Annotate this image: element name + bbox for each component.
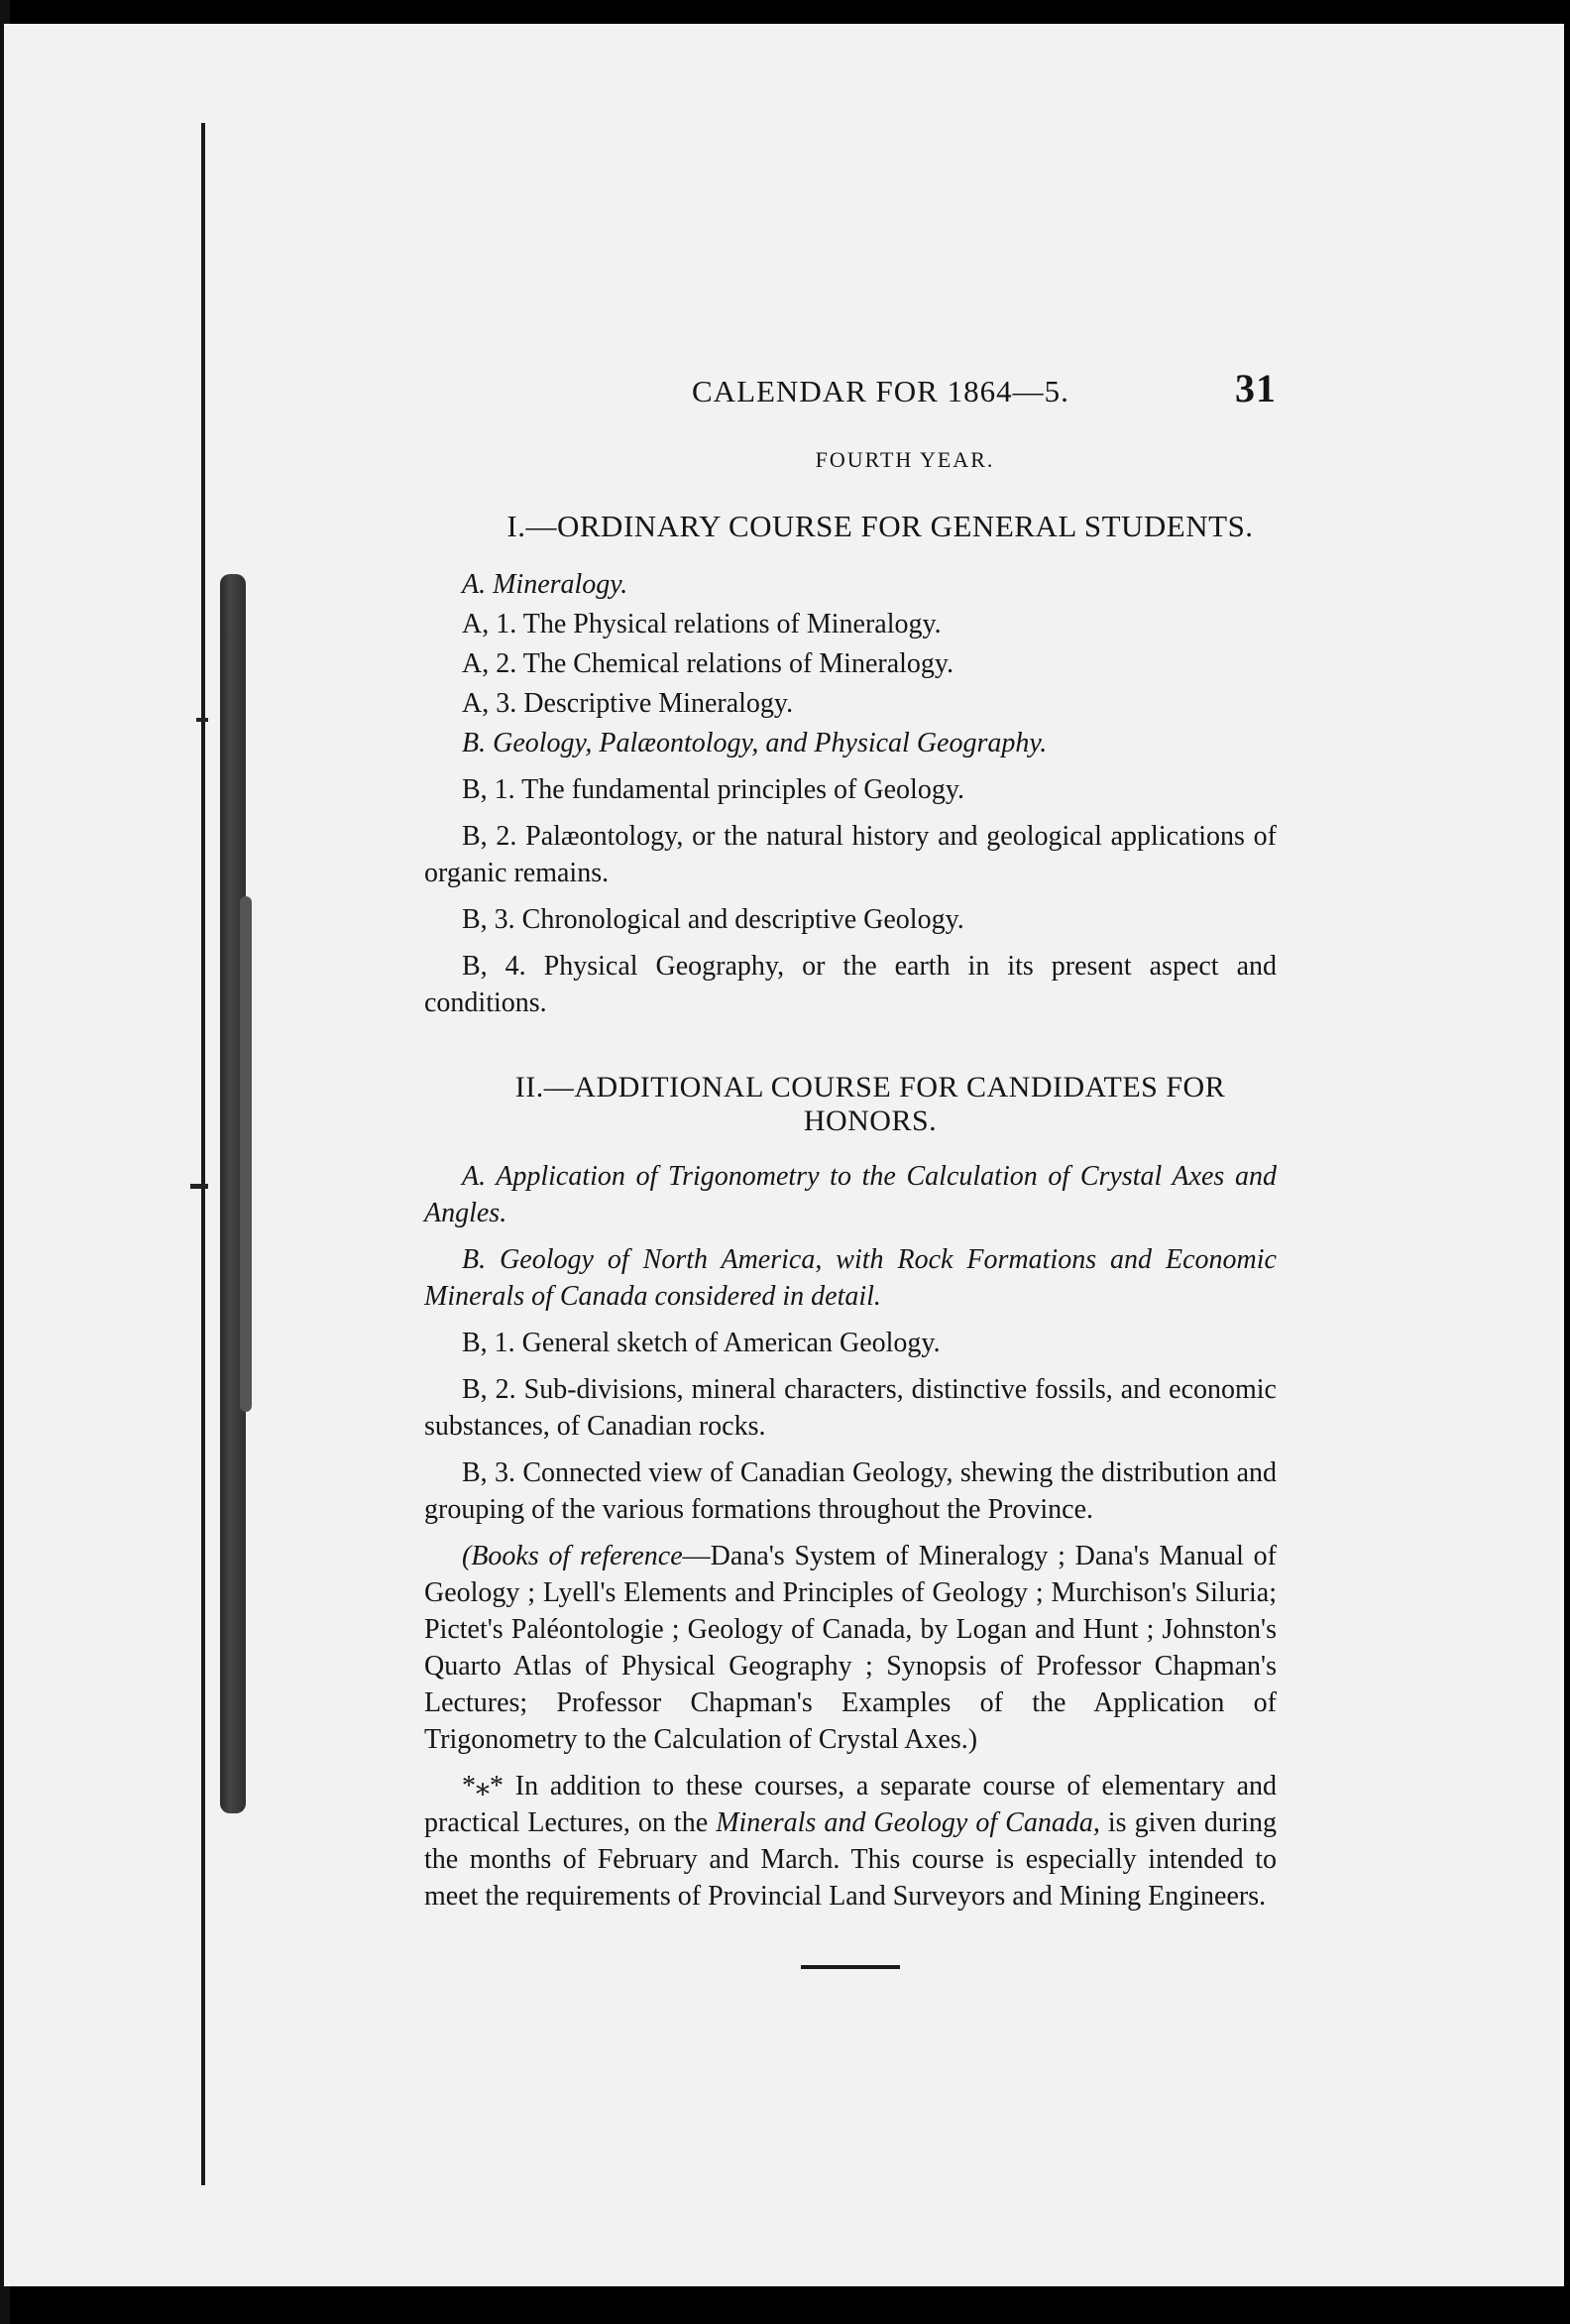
part1-B-label: B. Geology, Palæontology, and Physical Geography. (462, 728, 1048, 758)
note-mark: *⁎* (462, 1771, 504, 1801)
note-paragraph (424, 1768, 1277, 1915)
page-number: 31 (1235, 366, 1277, 410)
part1-B-item: B, 1. The fundamental principles of Geology. (462, 774, 964, 805)
binding-margin-line (201, 123, 205, 2185)
part1-B-item: B, 3. Chronological and descriptive Geology. (462, 904, 964, 935)
section-title: FOURTH YEAR. (815, 447, 995, 472)
part1-A-item: A, 3. Descriptive Mineralogy. (462, 688, 794, 719)
margin-mark (190, 1184, 208, 1189)
references-paragraph (424, 1538, 1277, 1758)
note-text-before: In addition to these courses, a separate course of elementary and practical Lectures, on the (424, 1771, 1277, 1838)
part2-B-item: B, 2. Sub-divisions, mineral characters, distinctive fossils, and economic substances, of Canadian rocks. (424, 1374, 1277, 1442)
note-text-italic: Minerals and Geology of Canada, (716, 1807, 1100, 1838)
part2-B-label: B. Geology of North America, with Rock Formations and Economic Minerals of Canada considered in detail. (424, 1244, 1277, 1312)
running-header (692, 365, 1277, 411)
part2-B-item: B, 1. General sketch of American Geology. (462, 1328, 941, 1358)
margin-mark (196, 718, 208, 722)
binding-spine-highlight (240, 896, 252, 1412)
page-text (424, 365, 1277, 1915)
part1-heading: I.—ORDINARY COURSE FOR GENERAL STUDENTS. (506, 509, 1254, 543)
part2-B-item: B, 3. Connected view of Canadian Geology, shewing the distribution and grouping of the various formations throughout the Province. (424, 1457, 1277, 1525)
note-text-after: is given during the months of February and March. This course is especially intended to meet the requirements of Provincial Land Surveyors and Mining Engineers. (424, 1807, 1277, 1912)
running-title: CALENDAR FOR 1864—5. (692, 374, 1069, 408)
part1-A-item: A, 2. The Chemical relations of Mineralogy. (462, 648, 954, 679)
part1-A-item: A, 1. The Physical relations of Mineralogy. (462, 609, 942, 639)
references-body: —Dana's System of Mineralogy ; Dana's Manual of Geology ; Lyell's Elements and Principles of Geology ; Murchison's Siluria; Pictet's Paléontologie ; Geology of Canada, by Logan and Hunt ; Johnston's Quarto Atlas of Physical Geography ; Synopsis of Professor Chapman's Lectures; Professor Chapman's Examples of the Application of Trigonometry to the Calculation of Crystal Axes.) (424, 1541, 1277, 1755)
references-lead: (Books of reference (462, 1541, 683, 1571)
part2-heading: II.—ADDITIONAL COURSE FOR CANDIDATES FOR HONORS. (514, 1071, 1226, 1137)
closing-rule (801, 1965, 900, 1969)
part2-A-label: A. Application of Trigonometry to the Calculation of Crystal Axes and Angles. (424, 1161, 1277, 1228)
part1-B-item: B, 4. Physical Geography, or the earth in its present aspect and conditions. (424, 951, 1277, 1018)
part1-B-item: B, 2. Palæontology, or the natural history and geological applications of organic remains. (424, 821, 1277, 888)
part1-A-label: A. Mineralogy. (462, 569, 628, 600)
